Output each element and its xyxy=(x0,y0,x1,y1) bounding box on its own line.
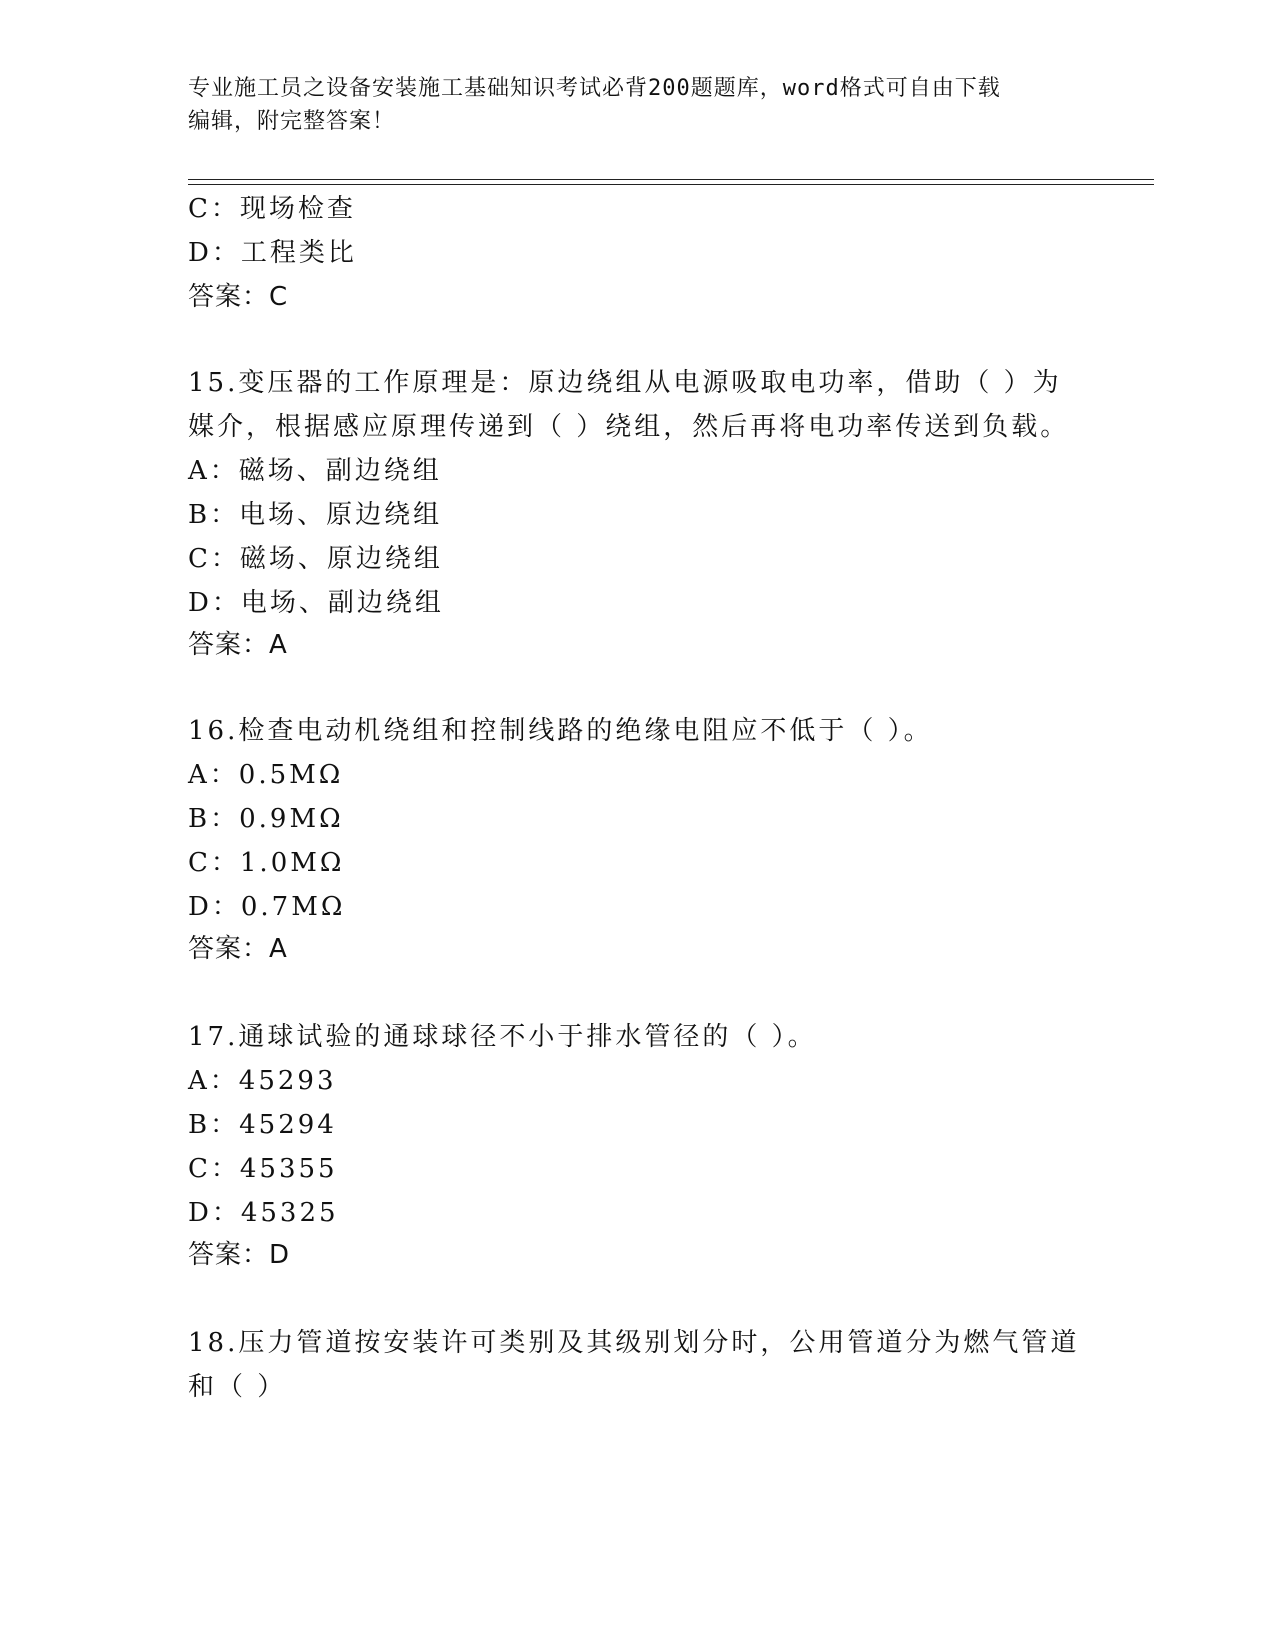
q16-stem: 16.检查电动机绕组和控制线路的绝缘电阻应不低于（ ）。 xyxy=(188,716,933,746)
q17-answer: 答案：D xyxy=(188,1240,291,1270)
header-line-1: 专业施工员之设备安装施工基础知识考试必背200题题库，word格式可自由下载 xyxy=(188,76,1001,101)
header-line-2: 编辑，附完整答案！ xyxy=(188,109,396,134)
q16-option-d: D：0.7MΩ xyxy=(188,892,346,922)
q15-option-a: A：磁场、副边绕组 xyxy=(188,456,442,486)
q18-stem-line-2: 和（ ） xyxy=(188,1372,287,1402)
header-divider-top xyxy=(188,179,1154,180)
q14-option-c: C：现场检查 xyxy=(188,194,356,224)
q15-option-d: D：电场、副边绕组 xyxy=(188,588,444,618)
q15-stem-line-1: 15.变压器的工作原理是：原边绕组从电源吸取电功率，借助（ ）为 xyxy=(188,368,1062,398)
q17-option-a: A：45293 xyxy=(188,1066,337,1096)
q14-option-d: D：工程类比 xyxy=(188,238,357,268)
q17-option-c: C：45355 xyxy=(188,1154,338,1184)
header-divider-bottom xyxy=(188,184,1154,185)
q16-option-c: C：1.0MΩ xyxy=(188,848,345,878)
document-header xyxy=(188,72,1068,138)
q16-answer: 答案：A xyxy=(188,934,288,964)
q16-option-a: A：0.5MΩ xyxy=(188,760,344,790)
q18-stem-line-1: 18.压力管道按安装许可类别及其级别划分时，公用管道分为燃气管道 xyxy=(188,1328,1080,1358)
q15-stem-line-2: 媒介，根据感应原理传递到（ ）绕组，然后再将电功率传送到负载。 xyxy=(188,412,1070,442)
q17-option-d: D：45325 xyxy=(188,1198,339,1228)
q16-option-b: B：0.9MΩ xyxy=(188,804,344,834)
q15-option-c: C：磁场、原边绕组 xyxy=(188,544,443,574)
q14-answer: 答案：C xyxy=(188,282,289,312)
q15-option-b: B：电场、原边绕组 xyxy=(188,500,443,530)
q17-option-b: B：45294 xyxy=(188,1110,337,1140)
q17-stem: 17.通球试验的通球球径不小于排水管径的（ ）。 xyxy=(188,1022,817,1052)
q15-answer: 答案：A xyxy=(188,630,288,660)
